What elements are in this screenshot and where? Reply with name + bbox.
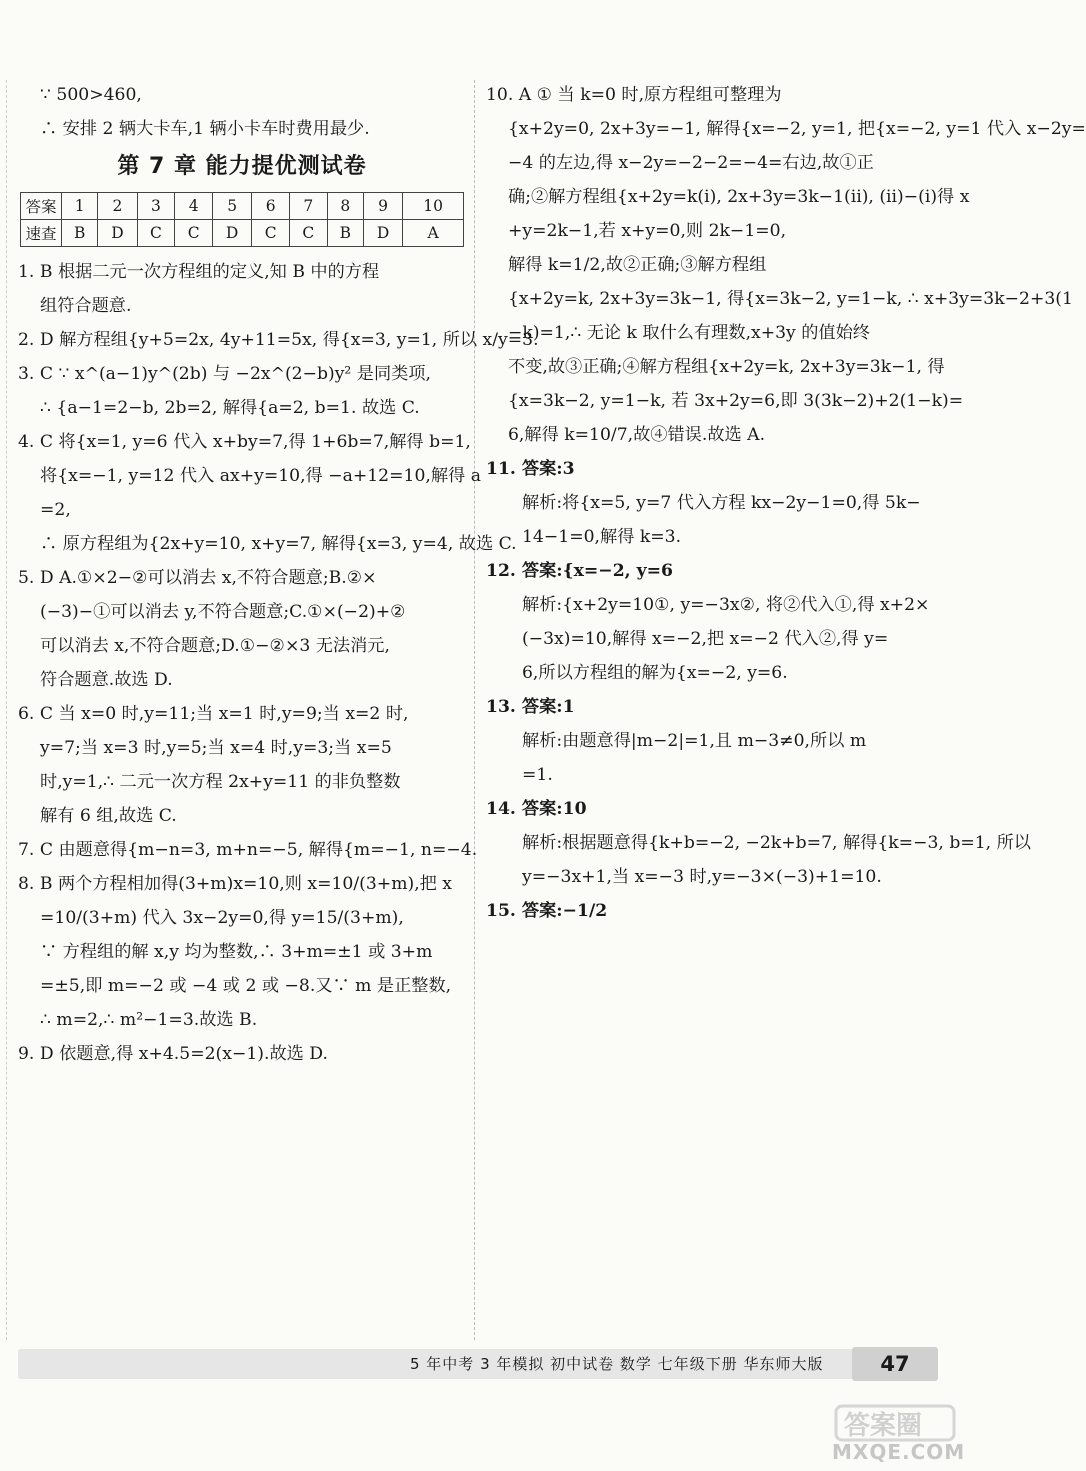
left-margin-line	[6, 80, 8, 1340]
answer-item-11: 11. 答案:3	[486, 459, 575, 479]
table-cell: C	[252, 220, 290, 247]
table-cell: D	[98, 220, 137, 247]
watermark-text: MXQE.COM	[832, 1440, 966, 1464]
text-line: y=7;当 x=3 时,y=5;当 x=4 时,y=3;当 x=5	[40, 738, 392, 758]
text-line: ∴ 安排 2 辆大卡车,1 辆小卡车时费用最少.	[40, 119, 370, 139]
text-line: 解有 6 组,故选 C.	[40, 806, 177, 826]
text-line: 组符合题意.	[40, 296, 132, 316]
text-line: 确;②解方程组{x+2y=k(i), 2x+3y=3k−1(ii), (ii)−(i)得 x	[508, 187, 970, 207]
answer-item-13: 13. 答案:1	[486, 697, 575, 717]
text-line: =1.	[522, 765, 553, 785]
column-divider	[474, 80, 476, 1340]
table-cell: D	[212, 220, 251, 247]
answer-table-row-numbers	[21, 193, 464, 220]
text-line: −4 的左边,得 x−2y=−2−2=−4=右边,故①正	[508, 153, 874, 173]
right-column	[486, 78, 1086, 928]
answer-item-6: 6. C 当 x=0 时,y=11;当 x=1 时,y=9;当 x=2 时,	[18, 704, 409, 724]
text-line: {x+2y=k, 2x+3y=3k−1, 得{x=3k−2, y=1−k, ∴ x+3y=3k−2+3(1	[508, 289, 1073, 309]
text-line: (−3)−①可以消去 y,不符合题意;C.①×(−2)+②	[40, 602, 406, 622]
table-cell: 4	[175, 193, 213, 220]
text-line: −k)=1,∴ 无论 k 取什么有理数,x+3y 的值始终	[508, 323, 870, 343]
text-line: ∴ m=2,∴ m²−1=3.故选 B.	[40, 1010, 258, 1030]
table-cell: C	[137, 220, 175, 247]
table-cell: B	[62, 220, 98, 247]
table-cell: 7	[289, 193, 327, 220]
table-cell: A	[403, 220, 464, 247]
answer-item-10: 10. A ① 当 k=0 时,原方程组可整理为	[486, 85, 782, 105]
text-line: 解析:将{x=5, y=7 代入方程 kx−2y−1=0,得 5k−	[522, 493, 921, 513]
text-line: 6,解得 k=10/7,故④错误.故选 A.	[508, 425, 766, 445]
table-header-cell: 速查	[21, 220, 62, 247]
answer-item-9: 9. D 依题意,得 x+4.5=2(x−1).故选 D.	[18, 1044, 328, 1064]
answer-item-14: 14. 答案:10	[486, 799, 587, 819]
text-line: 解得 k=1/2,故②正确;③解方程组	[508, 255, 767, 275]
text-line: 14−1=0,解得 k=3.	[522, 527, 682, 547]
table-cell: C	[175, 220, 213, 247]
text-line: ∵ 500>460,	[40, 85, 142, 105]
table-cell: 2	[98, 193, 137, 220]
table-cell: 9	[363, 193, 402, 220]
text-line: 6,所以方程组的解为{x=−2, y=6.	[522, 663, 788, 683]
page-number: 47	[852, 1347, 938, 1381]
text-line: y=−3x+1,当 x=−3 时,y=−3×(−3)+1=10.	[522, 867, 882, 887]
table-cell: B	[327, 220, 363, 247]
text-line: 将{x=−1, y=12 代入 ax+y=10,得 −a+12=10,解得 a	[40, 466, 481, 486]
text-line: 符合题意.故选 D.	[40, 670, 173, 690]
text-line: 时,y=1,∴ 二元一次方程 2x+y=11 的非负整数	[40, 772, 401, 792]
text-line: ∴ {a−1=2−b, 2b=2, 解得{a=2, b=1. 故选 C.	[40, 398, 420, 418]
text-line: =10/(3+m) 代入 3x−2y=0,得 y=15/(3+m),	[40, 908, 404, 928]
text-line: 解析:根据题意得{k+b=−2, −2k+b=7, 解得{k=−3, b=1, 所以	[522, 833, 1031, 853]
answer-item-15: 15. 答案:−1/2	[486, 901, 608, 921]
text-line: 解析:由题意得|m−2|=1,且 m−3≠0,所以 m	[522, 731, 867, 751]
answer-table	[20, 192, 464, 247]
answer-item-1: 1. B 根据二元一次方程组的定义,知 B 中的方程	[18, 262, 380, 282]
text-line: {x+2y=0, 2x+3y=−1, 解得{x=−2, y=1, 把{x=−2, y=1 代入 x−2y=	[508, 119, 1086, 139]
text-line: =2,	[40, 500, 71, 520]
answer-item-3: 3. C ∵ x^(a−1)y^(2b) 与 −2x^(2−b)y² 是同类项,	[18, 364, 431, 384]
footer-text: 5 年中考 3 年模拟 初中试卷 数学 七年级下册 华东师大版	[410, 1355, 824, 1373]
text-line: {x=3k−2, y=1−k, 若 3x+2y=6,即 3(3k−2)+2(1−k)=	[508, 391, 964, 411]
table-cell: 3	[137, 193, 175, 220]
answer-item-8: 8. B 两个方程相加得(3+m)x=10,则 x=10/(3+m),把 x	[18, 874, 453, 894]
table-cell: 8	[327, 193, 363, 220]
text-line: (−3x)=10,解得 x=−2,把 x=−2 代入②,得 y=	[522, 629, 889, 649]
answer-item-4: 4. C 将{x=1, y=6 代入 x+by=7,得 1+6b=7,解得 b=1,	[18, 432, 471, 452]
watermark-logo-text: 答案圈	[844, 1411, 923, 1441]
table-cell: 10	[403, 193, 464, 220]
table-cell: C	[289, 220, 327, 247]
text-line: +y=2k−1,若 x+y=0,则 2k−1=0,	[508, 221, 787, 241]
table-cell: D	[363, 220, 402, 247]
text-line: 可以消去 x,不符合题意;D.①−②×3 无法消元,	[40, 636, 390, 656]
table-cell: 6	[252, 193, 290, 220]
answer-item-5: 5. D A.①×2−②可以消去 x,不符合题意;B.②×	[18, 568, 377, 588]
text-line: =±5,即 m=−2 或 −4 或 2 或 −8.又∵ m 是正整数,	[40, 976, 452, 996]
table-cell: 1	[62, 193, 98, 220]
answer-item-2: 2. D 解方程组{y+5=2x, 4y+11=5x, 得{x=3, y=1, 所以 x/y=3.	[18, 330, 539, 350]
answer-table-row-answers	[21, 220, 464, 247]
text-line: ∴ 原方程组为{2x+y=10, x+y=7, 解得{x=3, y=4, 故选 C.	[40, 534, 517, 554]
text-line: 解析:{x+2y=10①, y=−3x②, 将②代入①,得 x+2×	[522, 595, 930, 615]
table-header-cell: 答案	[21, 193, 62, 220]
text-line: ∵ 方程组的解 x,y 均为整数,∴ 3+m=±1 或 3+m	[40, 942, 433, 962]
text-line: 不变,故③正确;④解方程组{x+2y=k, 2x+3y=3k−1, 得	[508, 357, 945, 377]
answer-item-12: 12. 答案:{x=−2, y=6	[486, 561, 673, 581]
table-cell: 5	[212, 193, 251, 220]
answer-item-7: 7. C 由题意得{m−n=3, m+n=−5, 解得{m=−1, n=−4.	[18, 840, 478, 860]
page-footer	[0, 1347, 1000, 1381]
chapter-title: 第 7 章 能力提优测试卷	[117, 154, 367, 179]
